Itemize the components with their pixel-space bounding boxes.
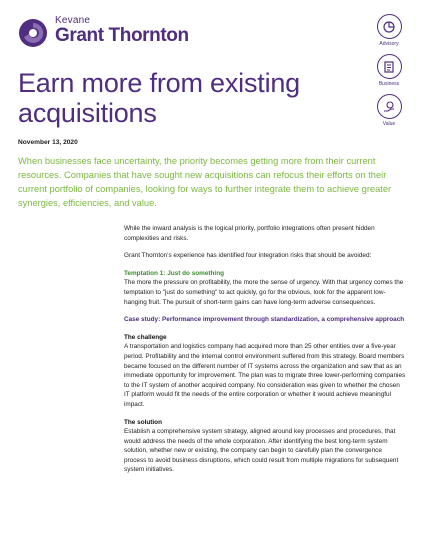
page-title <box>18 68 300 128</box>
side-nav <box>371 14 407 134</box>
body-paragraph: The more the pressure on profitability, the more the sense of urgency. With that urgency comes the temptation to "just do something" to act quickly, go for the obvious, look for the apparent low-hanging fruit. The pursuit of short-term gains can have long-term adverse consequences. <box>124 279 404 306</box>
intro-paragraph: When businesses face uncertainty, the priority becomes getting more from their current resources. Companies that have sought new acquisitions can refocus their efforts on their current portfolio of companies, looking for ways to further integrate them to achieve greater synergies, efficiencies, and value. <box>18 156 392 208</box>
publish-date: November 13, 2020 <box>18 139 78 146</box>
side-nav-label: Business <box>378 81 400 87</box>
side-nav-business[interactable] <box>371 54 407 87</box>
side-nav-label: Advisory <box>379 41 399 47</box>
side-nav-advisory[interactable] <box>371 14 407 47</box>
swirl-logo-icon <box>18 18 48 48</box>
section-heading-solution: The solution <box>124 418 162 426</box>
section-heading-temptation: Temptation 1: Just do something <box>124 269 225 277</box>
document-icon <box>377 54 402 79</box>
section-heading-challenge: The challenge <box>124 333 167 341</box>
side-nav-value[interactable] <box>371 94 407 127</box>
side-nav-label: Value <box>382 121 396 127</box>
article-body <box>124 224 406 483</box>
brand-text <box>55 15 189 46</box>
brand-logo[interactable] <box>18 12 189 48</box>
body-paragraph: Grant Thornton's experience has identified four integration risks that should be avoided: <box>124 252 372 260</box>
title-line-2: acquisitions <box>18 98 157 128</box>
title-line-1: Earn more from existing <box>18 68 300 98</box>
brand-name-large: Grant Thornton <box>55 24 189 46</box>
body-paragraph: Establish a comprehensive system strategy, aligned around key processes and procedures, that would address the needs of the whole corporation. After identifying the best long-term system solution, whether new or existing, the company can begin to carefully plan the convergence process to avoid business disruptions, which could result from multiple migrations for subsequent system initiatives. <box>124 428 399 474</box>
section-heading-case-study: Case study: Performance improvement through standardization, a comprehensive approach <box>124 316 405 324</box>
chart-circle-icon <box>377 14 402 39</box>
brand-name-small: Kevane <box>55 14 91 26</box>
body-paragraph: While the inward analysis is the logical priority, portfolio integrations often present hidden complexities and risks. <box>124 225 375 242</box>
body-paragraph: A transportation and logistics company had acquired more than 25 other entities over a five-year period. Profitability and the internal control environment suffered from this strategy. Board members became focused on the different number of IT systems across the organization and saw that as an immediate opportunity for improvement. The plan was to migrate three lower-performing companies to the IT system of another acquired company. No consideration was given to whether the chosen IT platform would fit the needs of the entire corporation or whether it would achieve meaningful impact. <box>124 343 406 408</box>
money-hand-icon <box>377 94 402 119</box>
